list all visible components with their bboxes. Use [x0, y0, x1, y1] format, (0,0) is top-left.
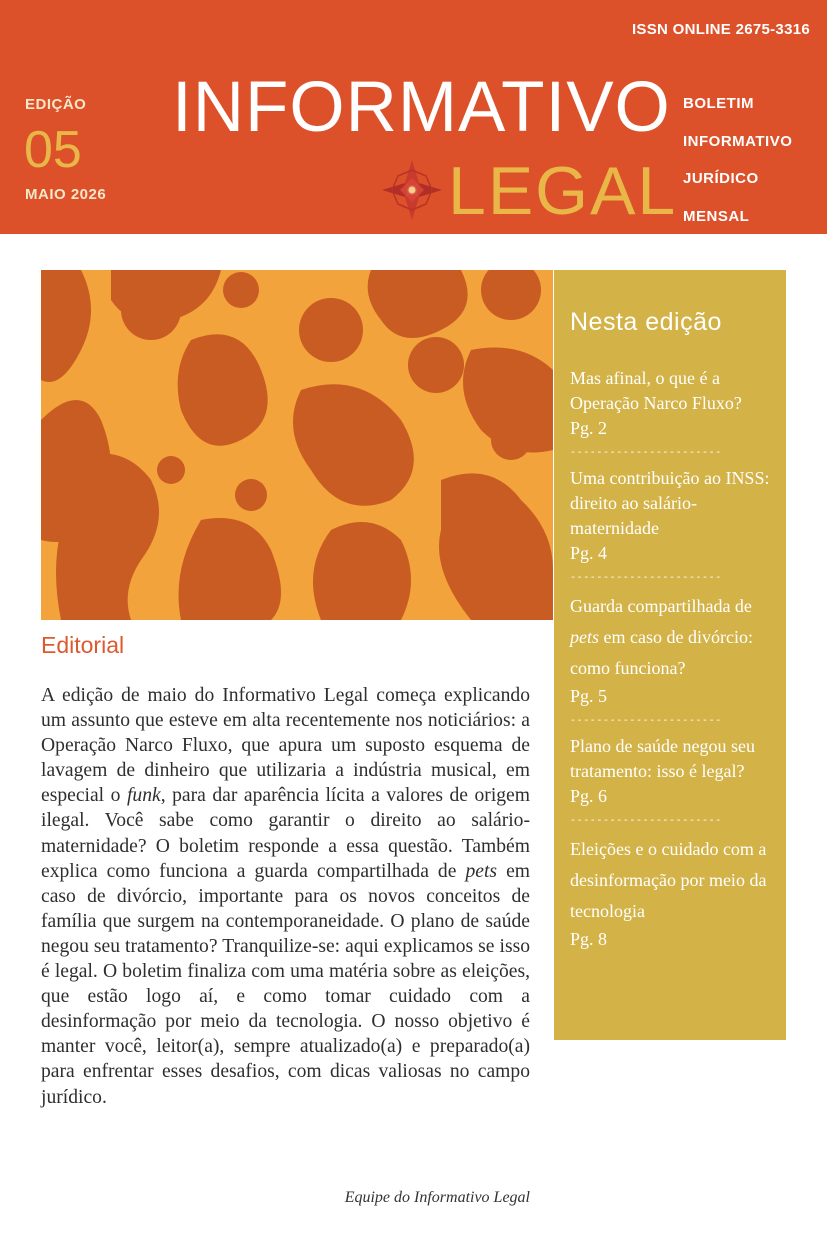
- toc-item-title-emphasis: pets: [570, 627, 599, 647]
- editorial-heading: Editorial: [41, 632, 125, 658]
- toc-item[interactable]: [570, 366, 784, 441]
- publication-title: INFORMATIVO: [172, 68, 671, 147]
- editorial-emphasis: pets: [465, 860, 498, 882]
- tagline-line: INFORMATIVO: [683, 132, 793, 150]
- toc-item-title-text: Guarda compartilhada de: [570, 596, 752, 616]
- toc-item-page: Pg. 4: [570, 543, 608, 563]
- tagline-line: BOLETIM: [683, 95, 754, 112]
- toc-item[interactable]: [570, 591, 784, 709]
- artwork-blob: [219, 358, 263, 402]
- artwork-blob: [299, 298, 363, 362]
- toc-separator: -----------------------: [570, 448, 722, 459]
- toc-separator: -----------------------: [570, 816, 722, 827]
- toc-item-page: Pg. 5: [570, 686, 608, 706]
- toc-item-page: Pg. 6: [570, 786, 608, 806]
- toc-item-title: [570, 591, 784, 684]
- editorial-signature: Equipe do Informativo Legal: [344, 1189, 530, 1206]
- edition-date: MAIO 2026: [25, 186, 107, 203]
- editorial-paragraph: [41, 683, 530, 1110]
- artwork-blob: [223, 272, 259, 308]
- issn-label: ISSN ONLINE 2675-3316: [631, 21, 810, 38]
- table-of-contents: [554, 270, 786, 1040]
- editorial-text: A edição de maio do Informativo Legal começa explicando um assunto que esteve em alta recentemente nos noticiários: a Operação Narco Fluxo, que apura um suposto esquema de lavagem de dinheiro que utilizaria a indústria musical, em especial o: [41, 685, 530, 807]
- toc-title: Nesta edição: [570, 308, 722, 336]
- toc-item-title: Eleições e o cuidado com a desinformação por meio da tecnologia: [570, 839, 767, 921]
- toc-item-page: Pg. 2: [570, 418, 608, 438]
- editorial-text: em caso de divórcio, importante para os novos conceitos de família que surgem na contemporaneidade. O plano de saúde negou seu tratamento? Tranquilize-se: aqui explicamos se isso é legal. O boletim finaliza com uma matéria sobre as eleições, que estão logo aí, e como tomar cuidado com a desinformação por meio da tecnologia. O nosso objetivo é manter você, leitor(a), sempre atualizado(a) e preparado(a) para enfrentar esses desafios, com dicas valiosas no campo jurídico.: [41, 860, 531, 1108]
- tagline-line: MENSAL: [683, 207, 750, 225]
- edition-number: 05: [24, 121, 82, 179]
- toc-item-title: Uma contribuição ao INSS: direito ao salário-maternidade: [570, 468, 770, 538]
- diamond-star-icon: [381, 159, 443, 221]
- tagline: [683, 85, 823, 235]
- toc-item-title-text: em caso de divórcio: como funciona?: [570, 627, 753, 678]
- artwork-blob: [313, 522, 411, 620]
- edition-label: EDIÇÃO: [25, 96, 87, 113]
- publication-subtitle: LEGAL: [448, 153, 678, 229]
- toc-item-title: Plano de saúde negou seu tratamento: isso é legal?: [570, 736, 755, 781]
- editorial-body: [41, 683, 530, 1110]
- toc-item-page: Pg. 8: [570, 929, 608, 949]
- editorial-emphasis: funk: [126, 785, 161, 807]
- cover-artwork: [41, 270, 553, 620]
- artwork-blob: [491, 420, 531, 460]
- toc-separator: -----------------------: [570, 573, 722, 584]
- artwork-blob: [121, 280, 181, 340]
- artwork-blob: [157, 456, 185, 484]
- artwork-blob: [235, 479, 267, 511]
- editorial-text: , para dar aparência lícita a valores de origem ilegal. Você sabe como garantir o direito ao salário-maternidade? O boletim responde a essa questão. Também explica como funciona a guarda compartilhada de: [41, 785, 530, 882]
- toc-item[interactable]: [570, 834, 784, 952]
- toc-separator: -----------------------: [570, 716, 722, 727]
- toc-list: [570, 366, 784, 952]
- tagline-line: JURÍDICO: [683, 170, 759, 187]
- toc-item[interactable]: [570, 734, 784, 809]
- toc-item[interactable]: [570, 466, 784, 566]
- artwork-blob: [408, 337, 464, 393]
- toc-item-title: Mas afinal, o que é a Operação Narco Fluxo?: [570, 368, 742, 413]
- masthead: [0, 0, 827, 234]
